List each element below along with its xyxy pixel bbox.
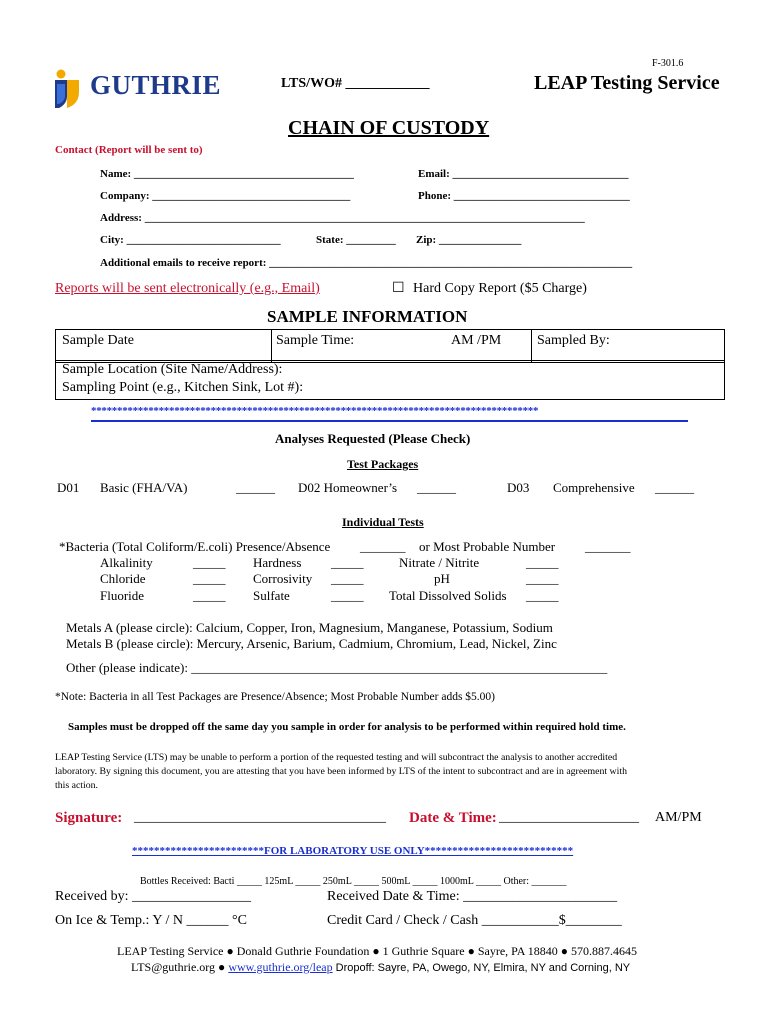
subcontract-disclaimer: LEAP Testing Service (LTS) may be unable to perform a portion of the requested testing and will subcontract the analysis to another accredited laboratory. By signing this document, you are attesting that you have been informed by LTS of the intent to subcontract and are in agreement with this action. <box>55 752 627 791</box>
hardness-label: Hardness <box>253 555 302 570</box>
d03-name: Comprehensive <box>553 480 635 495</box>
phone-field[interactable]: Phone: ________________________________ <box>418 190 630 202</box>
d02-checkbox[interactable]: ______ <box>417 480 456 495</box>
chloride-checkbox[interactable]: _____ <box>193 571 226 586</box>
footer-contact <box>131 960 630 975</box>
bacteria-label: *Bacteria (Total Coliform/E.coli) Presence/Absence <box>59 539 331 554</box>
signature-ampm: AM/PM <box>655 810 702 825</box>
date-time-label: Date & Time: <box>409 810 497 826</box>
bacteria-checkbox[interactable]: _______ <box>360 539 406 554</box>
name-field[interactable]: Name: ________________________________________ <box>100 168 354 180</box>
individual-tests-heading: Individual Tests <box>342 515 424 529</box>
sample-info-heading: SAMPLE INFORMATION <box>267 307 468 326</box>
company-field[interactable]: Company: ____________________________________ <box>100 190 351 202</box>
nitrate-checkbox[interactable]: _____ <box>526 555 559 570</box>
service-title: LEAP Testing Service <box>534 72 720 94</box>
guthrie-logo-icon <box>53 68 81 110</box>
other-tests-field[interactable]: Other (please indicate): ________________________________________________________________ <box>66 660 608 675</box>
received-by-field[interactable]: Received by: _________________ <box>55 889 251 904</box>
d03-checkbox[interactable]: ______ <box>655 480 694 495</box>
nitrate-label: Nitrate / Nitrite <box>399 555 480 570</box>
received-date-field[interactable]: Received Date & Time: ______________________ <box>327 889 618 904</box>
sample-row-1 <box>55 329 725 363</box>
logo-wordmark: GUTHRIE <box>90 70 222 100</box>
d02-name: D02 Homeowner’s <box>298 480 398 495</box>
divider-stars: ************************************************************************************** <box>91 405 539 417</box>
footer-address: LEAP Testing Service ● Donald Guthrie Foundation ● 1 Guthrie Square ● Sayre, PA 18840 ● 570.887.4645 <box>117 944 637 958</box>
zip-field[interactable]: Zip: _______________ <box>416 234 522 246</box>
footer-website-link[interactable]: www.guthrie.org/leap <box>228 960 333 974</box>
signature-label: Signature: <box>55 810 123 826</box>
mpn-checkbox[interactable]: _______ <box>585 539 631 554</box>
metals-b-field[interactable]: Metals B (please circle): Mercury, Arsenic, Barium, Cadmium, Chromium, Lead, Nickel, Zinc <box>66 636 557 651</box>
payment-field[interactable]: Credit Card / Check / Cash ___________$________ <box>327 913 622 928</box>
bottles-received-field[interactable]: Bottles Received: Bacti _____ 125mL _____ 250mL _____ 500mL _____ 1000mL _____ Other: _______ <box>140 876 567 887</box>
analyses-heading: Analyses Requested (Please Check) <box>275 431 471 446</box>
sample-date-field[interactable]: Sample Date <box>62 333 134 348</box>
d01-code: D01 <box>57 480 80 495</box>
footer-email[interactable]: LTS@guthrie.org ● <box>131 960 226 974</box>
alkalinity-checkbox[interactable]: _____ <box>193 555 226 570</box>
d03-code: D03 <box>507 480 530 495</box>
d01-name: Basic (FHA/VA) <box>100 480 188 495</box>
same-day-notice: Samples must be dropped off the same day you sample in order for analysis to be performed within required hold time. <box>68 721 626 733</box>
form-code: F-301.6 <box>652 58 684 69</box>
lab-use-banner: ************************FOR LABORATORY USE ONLY*************************** <box>132 845 574 857</box>
lts-wo-field[interactable]: LTS/WO# ____________ <box>281 76 430 91</box>
electronic-report-note: Reports will be sent electronically (e.g., Email) <box>55 281 320 296</box>
fluoride-label: Fluoride <box>100 588 145 603</box>
bacteria-note: *Note: Bacteria in all Test Packages are Presence/Absence; Most Probable Number adds $5.00) <box>55 691 496 703</box>
divider-line <box>91 420 688 422</box>
city-field[interactable]: City: ____________________________ <box>100 234 281 246</box>
hard-copy-checkbox[interactable]: ☐ <box>392 281 405 296</box>
additional-emails-field[interactable]: Additional emails to receive report: __________________________________________________________________ <box>100 257 633 269</box>
test-packages-heading: Test Packages <box>347 457 419 471</box>
sampling-point-field[interactable]: Sampling Point (e.g., Kitchen Sink, Lot #): <box>62 380 304 395</box>
corrosivity-label: Corrosivity <box>253 571 313 586</box>
address-field[interactable]: Address: ________________________________________________________________________________ <box>100 212 585 224</box>
sample-location-field[interactable]: Sample Location (Site Name/Address): <box>62 362 283 377</box>
corrosivity-checkbox[interactable]: _____ <box>331 571 364 586</box>
sample-time-field[interactable]: Sample Time: <box>276 333 355 348</box>
d01-checkbox[interactable]: ______ <box>236 480 275 495</box>
chloride-label: Chloride <box>100 571 146 586</box>
ph-label: pH <box>434 571 450 586</box>
tds-label: Total Dissolved Solids <box>389 588 507 603</box>
mpn-label: or Most Probable Number <box>419 539 556 554</box>
on-ice-temp-field[interactable]: On Ice & Temp.: Y / N ______ °C <box>55 913 247 928</box>
hard-copy-label: Hard Copy Report ($5 Charge) <box>413 281 587 296</box>
sampled-by-field[interactable]: Sampled By: <box>537 333 610 348</box>
footer-dropoff: Dropoff: Sayre, PA, Owego, NY, Elmira, NY and Corning, NY <box>335 962 631 974</box>
ph-checkbox[interactable]: _____ <box>526 571 559 586</box>
date-time-field[interactable]: ____________________ <box>499 810 639 825</box>
contact-heading: Contact (Report will be sent to) <box>55 144 203 156</box>
page-title: CHAIN OF CUSTODY <box>288 117 490 139</box>
signature-field[interactable]: ____________________________________ <box>134 810 386 825</box>
tds-checkbox[interactable]: _____ <box>526 588 559 603</box>
hardness-checkbox[interactable]: _____ <box>331 555 364 570</box>
metals-a-field[interactable]: Metals A (please circle): Calcium, Copper, Iron, Magnesium, Manganese, Potassium, Sodium <box>66 620 553 635</box>
sulfate-label: Sulfate <box>253 588 290 603</box>
ampm-label: AM /PM <box>451 333 502 348</box>
state-field[interactable]: State: _________ <box>316 234 396 246</box>
fluoride-checkbox[interactable]: _____ <box>193 588 226 603</box>
sulfate-checkbox[interactable]: _____ <box>331 588 364 603</box>
email-field[interactable]: Email: ________________________________ <box>418 168 629 180</box>
alkalinity-label: Alkalinity <box>100 555 153 570</box>
